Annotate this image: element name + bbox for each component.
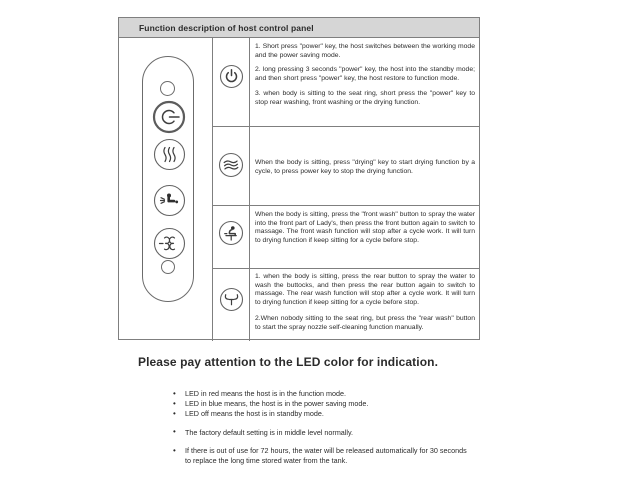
table-body: [119, 38, 479, 341]
drying-icon-cell: [212, 126, 250, 205]
control-panel-body: [142, 56, 194, 302]
led-note-item: • LED in red means the host is in the function mode.: [170, 389, 470, 399]
rear-wash-icon-cell: [212, 268, 250, 341]
function-table: [118, 17, 480, 340]
function-description: 3. when body is sitting to the seat ring, short press the "power" key to stop rear washing, front washing or the drying function.: [255, 89, 475, 106]
front-wash-button: [153, 184, 186, 217]
drying-description-cell: [250, 126, 479, 205]
drying-icon: [218, 152, 244, 178]
led-note-item: • The factory default setting is in middle level normally.: [170, 428, 470, 438]
table-header: Function description of host control panel: [119, 18, 479, 38]
front-wash-icon-cell: [212, 205, 250, 268]
function-description: When the body is sitting, press "drying" key to start drying function by a cycle, to press power key to stop the drying function.: [255, 158, 475, 175]
led-note-item: • If there is out of use for 72 hours, the water will be released automatically for 30 seconds to replace the long time stored water from the tank.: [170, 446, 470, 465]
led-indicator: [160, 81, 175, 96]
rear-wash-icon: [219, 287, 244, 312]
led-note-item: • LED off means the host is in standby mode.: [170, 409, 470, 419]
power-button: [151, 99, 187, 135]
power-icon-cell: [212, 38, 250, 126]
function-description: 1. when the body is sitting, press the rear button to spray the water to wash the buttocks, and then press the rear button again to switch to massage. The rear wash function will stop after a cycle work. It will turn to drying function if keep sitting for a cycle before stop.: [255, 273, 475, 307]
power-description-cell: [250, 38, 479, 126]
rear-wash-description-cell: [250, 268, 479, 341]
front-wash-description-cell: [250, 205, 479, 268]
function-description: When the body is sitting, press the "front wash" button to spray the water into the front part of Lady's, then press the front button again to switch to massage. The front wash function will stop after a cycle work. It will turn to drying function if keep sitting for a cycle before stop.: [255, 211, 475, 245]
rear-wash-button: [153, 227, 186, 260]
control-panel-illustration: [119, 38, 212, 341]
led-section-heading: Please pay attention to the LED color for indication.: [138, 355, 439, 369]
front-wash-icon: [218, 220, 244, 246]
seat-sensor-dot: [161, 260, 175, 274]
power-icon: [219, 64, 244, 89]
drying-button: [153, 138, 186, 171]
function-description: 2. long pressing 3 seconds "power" key, the host into the standby mode; and then short press "power" key, the host restore to function mode.: [255, 66, 475, 83]
led-notes-list: [170, 389, 470, 466]
function-description: 2.When nobody sitting to the seat ring, but press the "rear wash" button to start the spray nozzle self-cleaning function manually.: [255, 314, 475, 331]
function-description: 1. Short press "power" key, the host switches between the working mode and the power saving mode.: [255, 43, 475, 59]
led-note-item: • LED in blue means, the host is in the power saving mode.: [170, 399, 470, 409]
